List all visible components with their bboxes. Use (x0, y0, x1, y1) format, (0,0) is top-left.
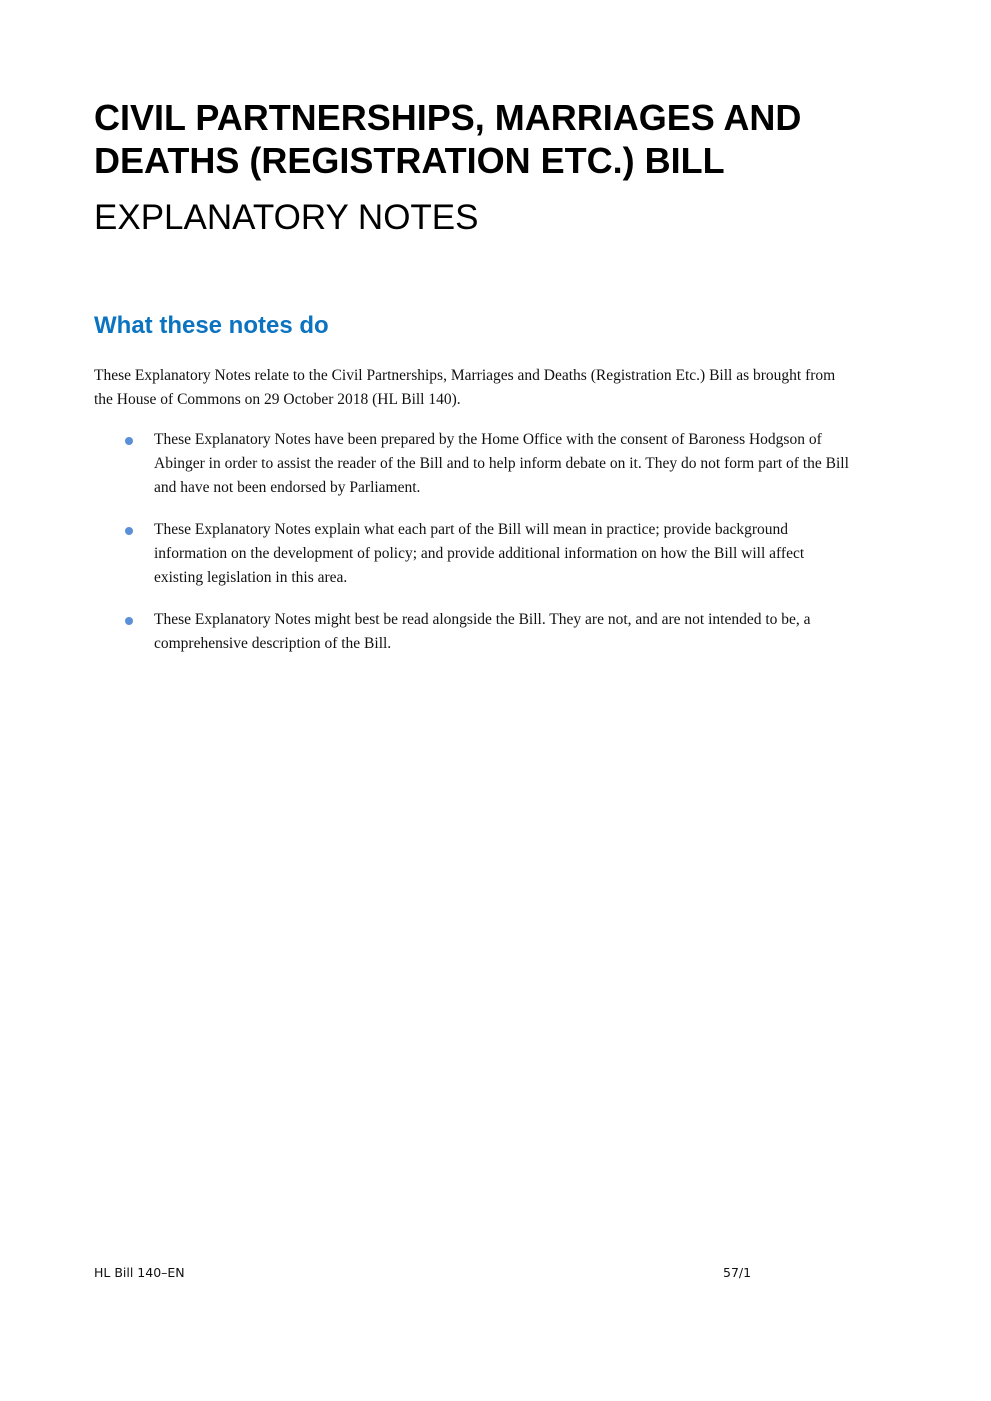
bullet-item (0, 518, 854, 590)
document-title: CIVIL PARTNERSHIPS, MARRIAGES AND DEATHS (REGISTRATION ETC.) BILL (94, 97, 802, 181)
bullet-dot-icon (125, 527, 133, 535)
bullet-text: These Explanatory Notes have been prepared by the Home Office with the consent of Baroness Hodgson of Abinger in order to assist the reader of the Bill and to help inform debate on it. They do not form part of the Bill and have not been endorsed by Parliament. (154, 431, 849, 496)
footer-page-number: 57/1 (723, 1265, 752, 1280)
intro-paragraph: These Explanatory Notes relate to the Civil Partnerships, Marriages and Deaths (Registration Etc.) Bill as brought from the House of Commons on 29 October 2018 (HL Bill 140). (94, 367, 836, 408)
bullet-item (0, 608, 854, 656)
footer-bill-reference: HL Bill 140–EN (94, 1265, 185, 1280)
section-heading: What these notes do (94, 312, 329, 339)
bullet-item (0, 428, 854, 500)
bullet-text: These Explanatory Notes might best be read alongside the Bill. They are not, and are not intended to be, a comprehensive description of the Bill. (154, 611, 811, 652)
bullet-dot-icon (125, 617, 133, 625)
document-subtitle: EXPLANATORY NOTES (94, 198, 479, 237)
bullet-text: These Explanatory Notes explain what each part of the Bill will mean in practice; provide background information on the development of policy; and provide additional information on how the Bill will affect existing legislation in this area. (154, 521, 805, 586)
bullet-dot-icon (125, 437, 133, 445)
bullet-list (0, 428, 991, 674)
